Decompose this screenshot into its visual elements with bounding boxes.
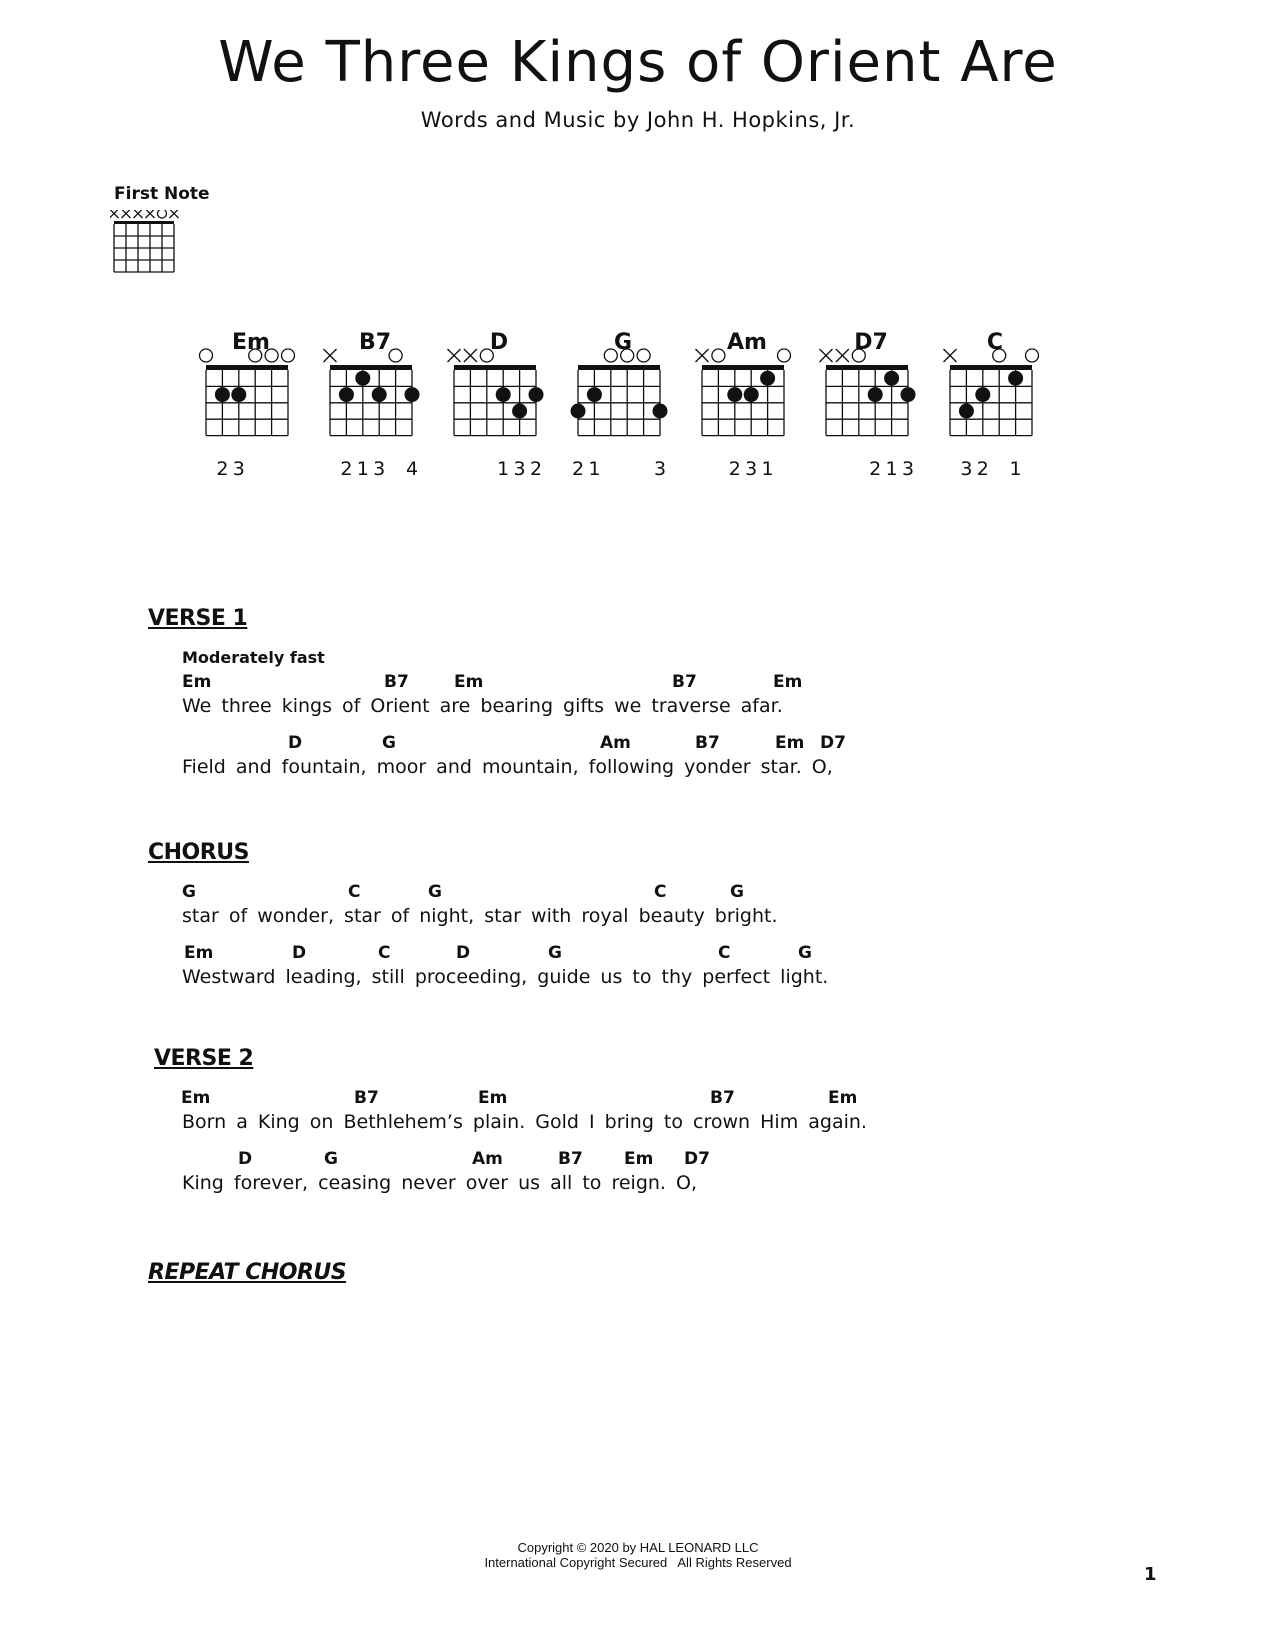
chord-name: Em <box>232 330 270 355</box>
chord-name: Am <box>727 330 767 355</box>
chord-grid <box>444 330 564 460</box>
chord-diagram-b7 <box>320 330 440 480</box>
chord-symbol: G <box>324 1149 338 1169</box>
chord-symbol: D <box>456 943 471 963</box>
finger-dot <box>1008 371 1023 386</box>
muted-string-icon <box>820 349 833 362</box>
muted-string-icon <box>122 210 131 218</box>
nut <box>330 365 412 370</box>
open-string-icon <box>389 349 402 362</box>
page-number: 1 <box>1144 1564 1157 1585</box>
nut <box>826 365 908 370</box>
lyric-line: Westward leading, still proceeding, guide us to thy perfect light. <box>182 966 829 988</box>
chord-symbol: C <box>378 943 391 963</box>
chord-symbol: Em <box>624 1149 654 1169</box>
chord-symbol: Em <box>773 672 803 692</box>
chord-symbol: Em <box>182 672 212 692</box>
chord-symbol: Em <box>454 672 484 692</box>
finger-number: 2 <box>976 458 989 480</box>
chord-symbol: Am <box>472 1149 503 1169</box>
chord-symbol: G <box>548 943 562 963</box>
lyric-line: Born a King on Bethlehem’s plain. Gold I bring to crown Him again. <box>182 1111 867 1133</box>
finger-number: 3 <box>653 458 667 480</box>
finger-number: 3 <box>901 458 915 480</box>
open-string-icon <box>200 349 213 362</box>
finger-number: 1 <box>497 458 510 480</box>
open-string-icon <box>712 349 725 362</box>
section-header-verse-1: VERSE 1 <box>148 606 248 631</box>
open-string-icon <box>249 349 262 362</box>
chord-symbol: C <box>348 882 361 902</box>
finger-number: 1 <box>761 458 774 480</box>
tempo-marking: Moderately fast <box>182 648 325 667</box>
finger-dot <box>496 387 511 402</box>
open-string-icon <box>480 349 493 362</box>
finger-dot <box>405 387 420 402</box>
finger-dot <box>884 371 899 386</box>
open-string-icon <box>282 349 295 362</box>
chord-name: D <box>489 330 509 355</box>
finger-number: 4 <box>405 458 419 480</box>
chord-grid <box>320 330 440 460</box>
finger-dot <box>339 387 354 402</box>
muted-string-icon <box>696 349 709 362</box>
open-string-icon <box>158 210 167 218</box>
finger-number: 2 <box>728 458 741 480</box>
chord-symbol: D <box>288 733 303 753</box>
copyright-line: Copyright © 2020 by HAL LEONARD LLC <box>517 1540 759 1555</box>
chord-diagram-em <box>196 330 316 480</box>
finger-number: 2 <box>216 458 229 480</box>
nut <box>206 365 288 370</box>
chord-symbol: Em <box>478 1088 508 1108</box>
nut <box>454 365 536 370</box>
open-string-icon <box>604 349 617 362</box>
chord-symbol: G <box>428 882 442 902</box>
chord-diagram-g <box>568 330 688 480</box>
finger-dot <box>587 387 602 402</box>
finger-number: 2 <box>869 458 882 480</box>
nut <box>578 365 660 370</box>
finger-number: 2 <box>340 458 353 480</box>
chord-symbol: D <box>292 943 307 963</box>
finger-dot <box>653 404 668 419</box>
chord-symbol: D7 <box>684 1149 710 1169</box>
muted-string-icon <box>448 349 461 362</box>
first-note-label: First Note <box>114 184 210 204</box>
finger-number: 2 <box>571 458 585 480</box>
muted-string-icon <box>110 210 119 218</box>
chord-grid <box>816 330 936 460</box>
open-string-icon <box>993 349 1006 362</box>
nut <box>702 365 784 370</box>
finger-dot <box>231 387 246 402</box>
lyric-line: King forever, ceasing never over us all to reign. O, <box>182 1172 697 1194</box>
chord-symbol: G <box>182 882 196 902</box>
chord-symbol: Em <box>828 1088 858 1108</box>
chord-diagram-c <box>940 330 1060 480</box>
finger-dot <box>372 387 387 402</box>
open-string-icon <box>852 349 865 362</box>
finger-dot <box>868 387 883 402</box>
finger-number: 1 <box>885 458 898 480</box>
chord-symbol: B7 <box>710 1088 735 1108</box>
chord-symbol: G <box>382 733 396 753</box>
chord-symbol: B7 <box>672 672 697 692</box>
chord-symbol: G <box>798 943 812 963</box>
finger-dot <box>355 371 370 386</box>
copyright-notice <box>0 1540 1276 1570</box>
chord-grid <box>940 330 1060 460</box>
open-string-icon <box>637 349 650 362</box>
finger-number: 3 <box>373 458 386 480</box>
lyric-line: star of wonder, star of night, star with royal beauty bright. <box>182 905 778 927</box>
chord-diagram-am <box>692 330 812 480</box>
chord-symbol: G <box>730 882 744 902</box>
open-string-icon <box>621 349 634 362</box>
section-header-repeat-chorus: REPEAT CHORUS <box>148 1260 347 1285</box>
chord-symbol: B7 <box>384 672 409 692</box>
open-string-icon <box>778 349 791 362</box>
chord-symbol: Am <box>600 733 631 753</box>
muted-string-icon <box>146 210 155 218</box>
chord-symbol: Em <box>184 943 214 963</box>
muted-string-icon <box>464 349 477 362</box>
finger-dot <box>901 387 916 402</box>
nut <box>950 365 1032 370</box>
finger-dot <box>744 387 759 402</box>
chord-diagram-d7 <box>816 330 936 480</box>
finger-number: 3 <box>745 458 758 480</box>
first-note-diagram <box>110 210 190 289</box>
section-header-verse-2: VERSE 2 <box>154 1046 254 1071</box>
finger-number: 3 <box>232 458 245 480</box>
muted-string-icon <box>836 349 849 362</box>
muted-string-icon <box>170 210 179 218</box>
finger-number: 2 <box>529 458 543 480</box>
finger-number: 1 <box>356 458 369 480</box>
chord-symbol: B7 <box>695 733 720 753</box>
chord-symbol: B7 <box>354 1088 379 1108</box>
lyric-line: We three kings of Orient are bearing gifts we traverse afar. <box>182 695 783 717</box>
chord-symbol: Em <box>775 733 805 753</box>
chord-name: C <box>986 330 1004 355</box>
finger-dot <box>529 387 544 402</box>
finger-dot <box>727 387 742 402</box>
muted-string-icon <box>324 349 337 362</box>
finger-dot <box>215 387 230 402</box>
chord-grid <box>196 330 316 460</box>
finger-dot <box>760 371 775 386</box>
chord-symbol: D <box>238 1149 253 1169</box>
rights-line: International Copyright Secured All Rights Reserved <box>484 1555 792 1570</box>
finger-number: 3 <box>513 458 526 480</box>
finger-dot <box>959 404 974 419</box>
chord-symbol: Em <box>181 1088 211 1108</box>
song-credits: Words and Music by John H. Hopkins, Jr. <box>420 108 856 132</box>
chord-grid <box>692 330 812 460</box>
finger-dot <box>512 404 527 419</box>
nut <box>114 221 174 224</box>
song-title: We Three Kings of Orient Are <box>218 30 1058 95</box>
muted-string-icon <box>134 210 143 218</box>
muted-string-icon <box>944 349 957 362</box>
chord-symbol: D7 <box>820 733 846 753</box>
section-header-chorus: CHORUS <box>148 840 249 865</box>
finger-number: 1 <box>588 458 601 480</box>
first-note-grid <box>110 210 190 285</box>
finger-number: 1 <box>1009 458 1022 480</box>
finger-number: 3 <box>960 458 973 480</box>
lyric-line: Field and fountain, moor and mountain, following yonder star. O, <box>182 756 833 778</box>
chord-symbol: C <box>718 943 731 963</box>
finger-dot <box>975 387 990 402</box>
chord-diagram-d <box>444 330 564 480</box>
open-string-icon <box>265 349 278 362</box>
finger-dot <box>571 404 586 419</box>
chord-grid <box>568 330 688 460</box>
chord-name: G <box>613 330 633 355</box>
chord-symbol: B7 <box>558 1149 583 1169</box>
chord-symbol: C <box>654 882 667 902</box>
chord-name: B7 <box>358 330 392 355</box>
chord-name: D7 <box>854 330 888 355</box>
open-string-icon <box>1026 349 1039 362</box>
